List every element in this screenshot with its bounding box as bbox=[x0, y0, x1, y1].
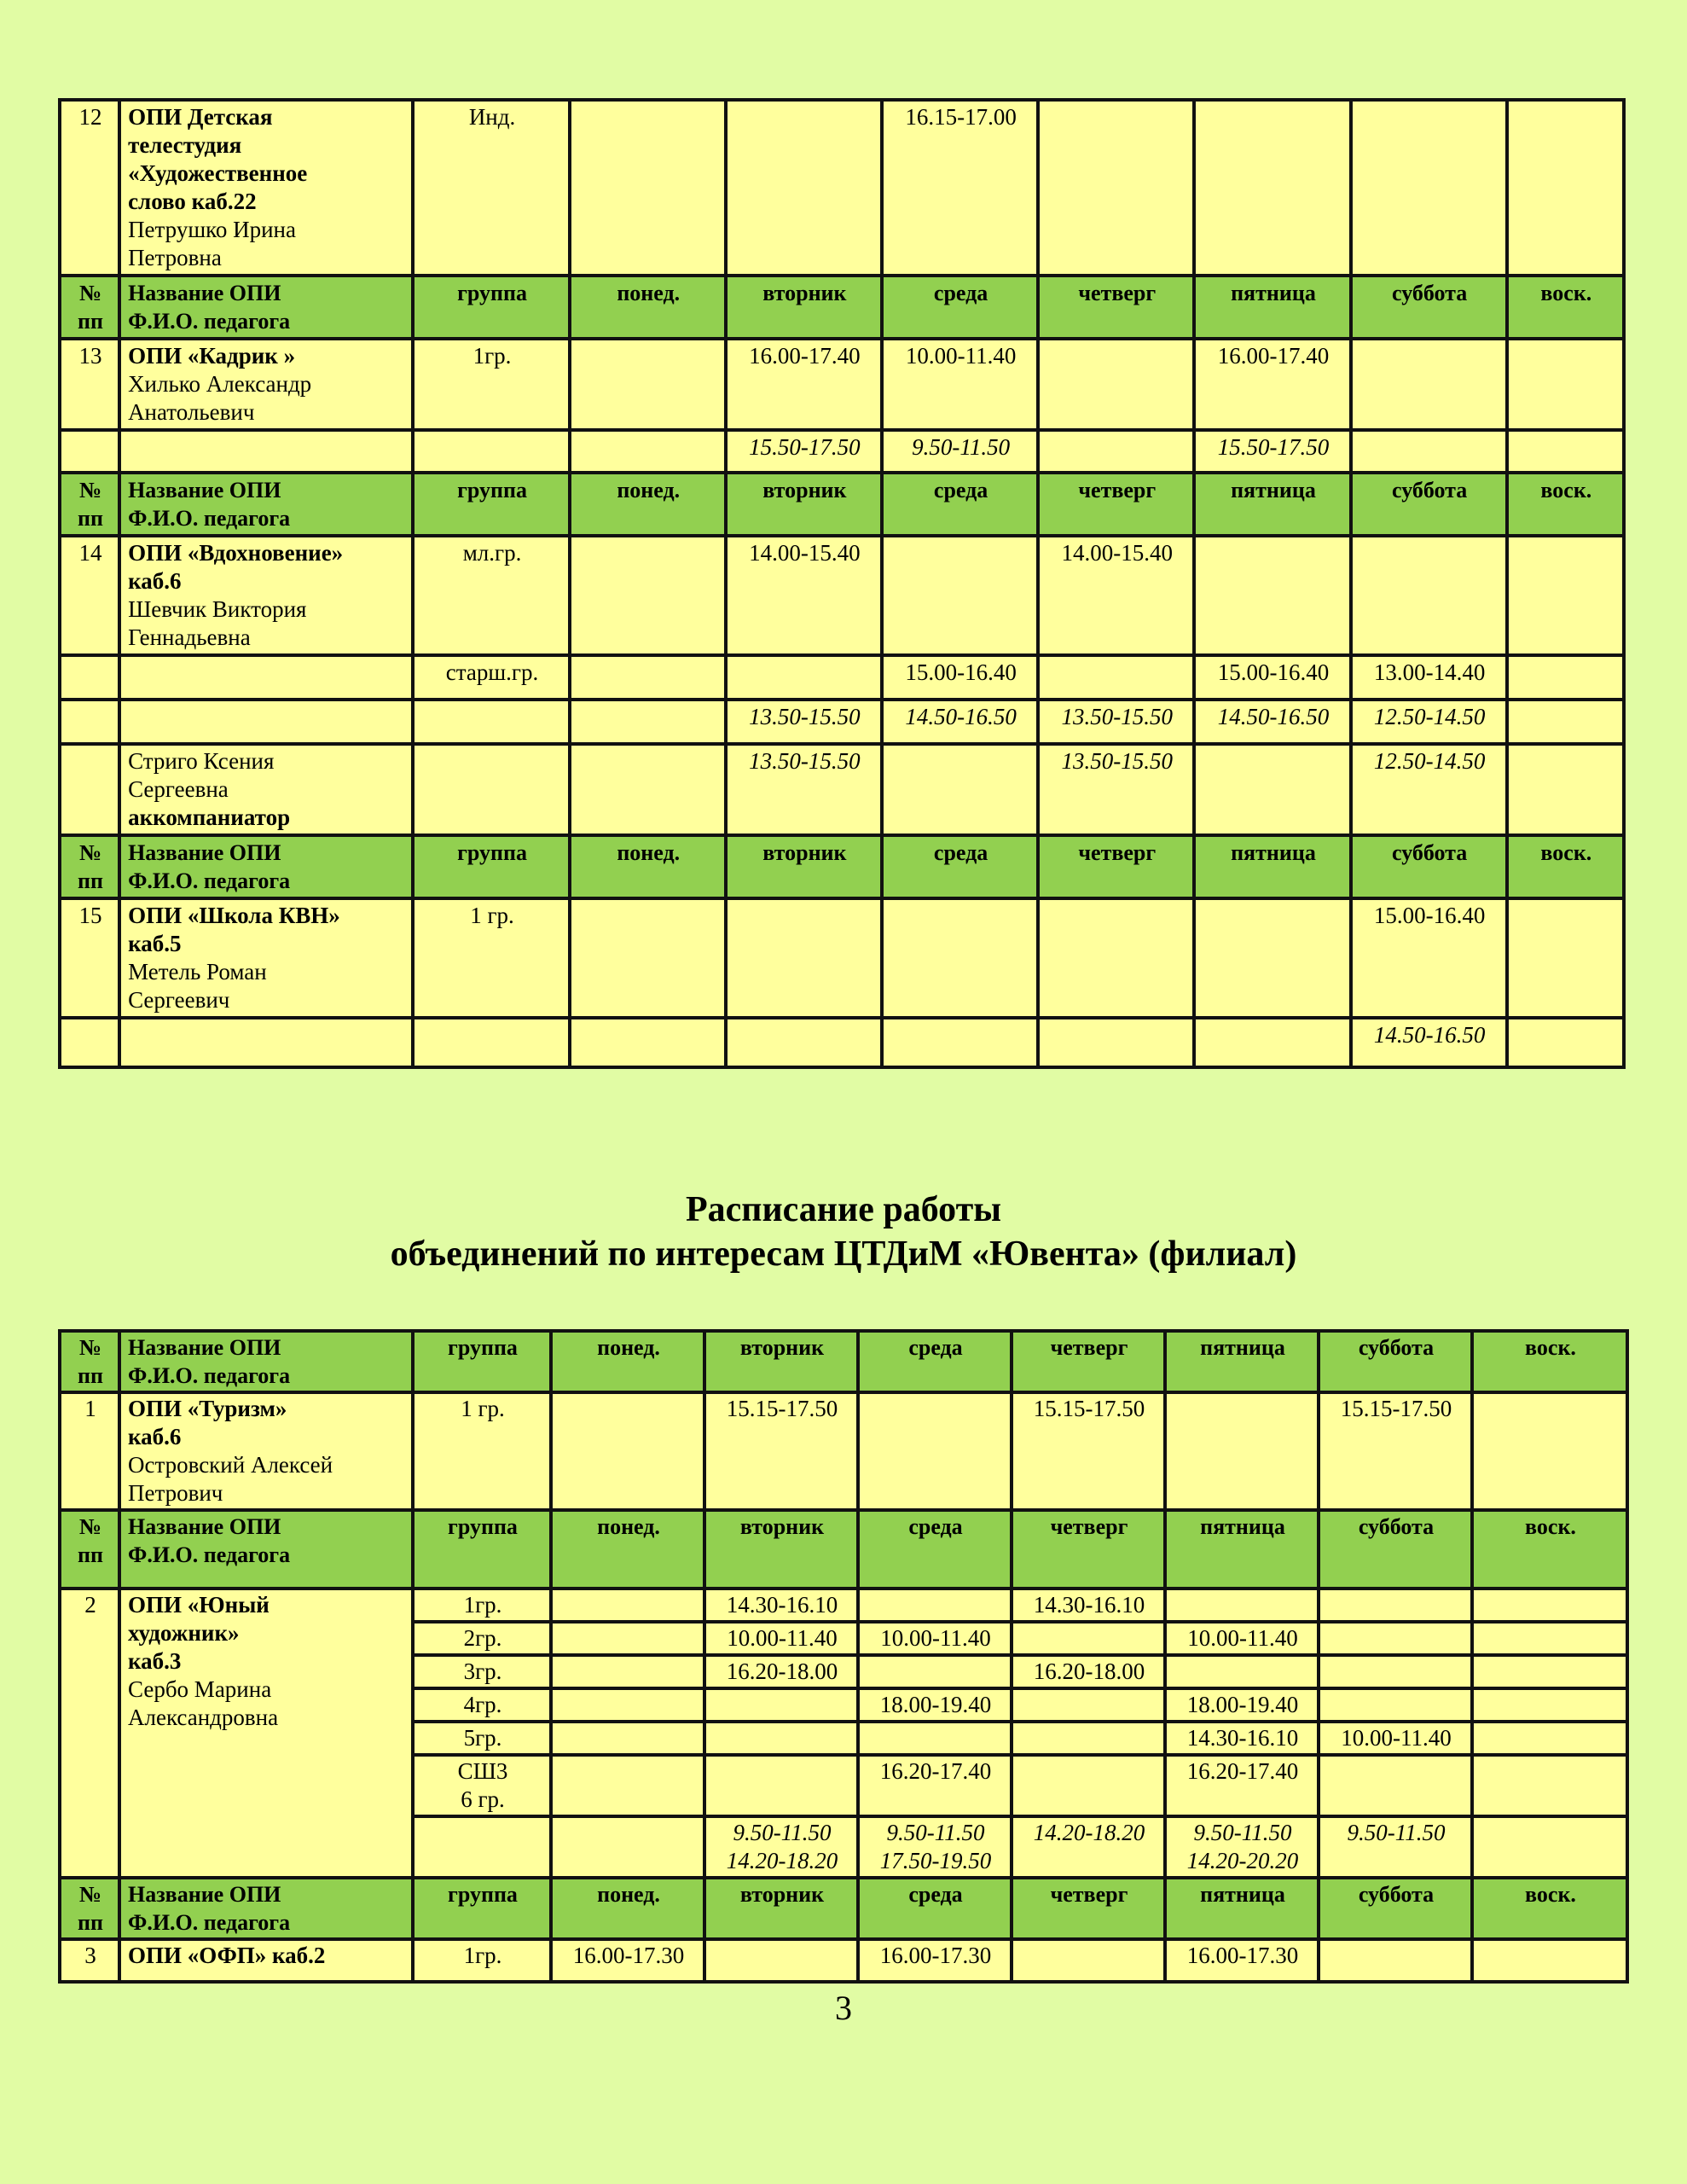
schedule-cell: 14.50-16.50 bbox=[1351, 1018, 1507, 1067]
schedule-cell bbox=[1194, 898, 1350, 1018]
header-group: группа bbox=[413, 1510, 551, 1589]
schedule-cell bbox=[704, 1755, 858, 1816]
schedule-cell: 10.00-11.40 bbox=[704, 1622, 858, 1655]
header-day: среда bbox=[858, 1878, 1012, 1939]
schedule-cell bbox=[858, 1722, 1012, 1755]
schedule-cell: 13.50-15.50 bbox=[1038, 700, 1194, 744]
schedule-cell bbox=[1319, 1622, 1472, 1655]
header-name: Название ОПИ Ф.И.О. педагога bbox=[119, 835, 413, 898]
schedule-cell bbox=[1472, 1939, 1627, 1982]
table-row bbox=[60, 1392, 1627, 1510]
header-day: пятница bbox=[1194, 473, 1350, 536]
schedule-cell bbox=[1351, 430, 1507, 473]
schedule-cell bbox=[1012, 1722, 1165, 1755]
header-row bbox=[60, 1331, 1627, 1392]
schedule-cell bbox=[1012, 1939, 1165, 1982]
schedule-cell bbox=[1194, 1018, 1350, 1067]
schedule-cell: 16.20-18.00 bbox=[1012, 1655, 1165, 1688]
header-row bbox=[60, 1510, 1627, 1589]
header-row bbox=[60, 835, 1624, 898]
header-day: воск. bbox=[1472, 1878, 1627, 1939]
schedule-cell bbox=[882, 898, 1038, 1018]
schedule-cell bbox=[1319, 1589, 1472, 1622]
header-day: воск. bbox=[1507, 835, 1624, 898]
schedule-cell bbox=[1038, 898, 1194, 1018]
row-number: 15 bbox=[60, 898, 119, 1018]
schedule-cell bbox=[1194, 536, 1350, 655]
header-group: группа bbox=[413, 1878, 551, 1939]
schedule-cell: 14.50-16.50 bbox=[882, 700, 1038, 744]
schedule-cell bbox=[570, 898, 726, 1018]
schedule-cell: 15.15-17.50 bbox=[1319, 1392, 1472, 1510]
schedule-cell: 14.30-16.10 bbox=[704, 1589, 858, 1622]
schedule-cell bbox=[1194, 100, 1350, 276]
table-row bbox=[60, 1589, 1627, 1622]
schedule-cell bbox=[1038, 655, 1194, 700]
row-number: 13 bbox=[60, 339, 119, 430]
header-day: понед. bbox=[570, 473, 726, 536]
header-row bbox=[60, 276, 1624, 339]
schedule-cell: 10.00-11.40 bbox=[1319, 1722, 1472, 1755]
schedule-cell bbox=[858, 1655, 1012, 1688]
schedule-cell: 16.15-17.00 bbox=[882, 100, 1038, 276]
schedule-cell: 13.50-15.50 bbox=[726, 744, 882, 835]
row-number bbox=[60, 700, 119, 744]
schedule-cell bbox=[1012, 1622, 1165, 1655]
table-row bbox=[60, 1939, 1627, 1982]
schedule-cell bbox=[570, 655, 726, 700]
schedule-cell bbox=[551, 1622, 704, 1655]
schedule-cell bbox=[726, 100, 882, 276]
schedule-cell: 16.00-17.30 bbox=[858, 1939, 1012, 1982]
schedule-cell bbox=[1472, 1755, 1627, 1816]
schedule-cell: 15.15-17.50 bbox=[1012, 1392, 1165, 1510]
group-cell: мл.гр. bbox=[413, 536, 569, 655]
club-name-cell: ОПИ «Вдохновение» каб.6 Шевчик Виктория Геннадьевна bbox=[119, 536, 413, 655]
club-name-cell: ОПИ «Кадрик » Хилько Александр Анатольевич bbox=[119, 339, 413, 430]
schedule-cell bbox=[570, 100, 726, 276]
schedule-cell bbox=[570, 339, 726, 430]
club-name-cell: ОПИ «Юный художник» каб.3 Сербо Марина Александровна bbox=[119, 1589, 413, 1878]
schedule-cell bbox=[704, 1688, 858, 1722]
header-day: среда bbox=[858, 1331, 1012, 1392]
schedule-cell bbox=[1472, 1622, 1627, 1655]
schedule-cell: 14.00-15.40 bbox=[726, 536, 882, 655]
header-name: Название ОПИ Ф.И.О. педагога bbox=[119, 1510, 413, 1589]
page-number: 3 bbox=[835, 1989, 852, 2027]
header-day: суббота bbox=[1351, 835, 1507, 898]
schedule-cell bbox=[1472, 1722, 1627, 1755]
table-row bbox=[60, 100, 1624, 276]
header-num: № пп bbox=[60, 1331, 119, 1392]
schedule-cell bbox=[551, 1816, 704, 1878]
schedule-cell bbox=[1319, 1688, 1472, 1722]
schedule-cell bbox=[1472, 1589, 1627, 1622]
schedule-cell: 9.50-11.50 14.20-18.20 bbox=[704, 1816, 858, 1878]
schedule-cell bbox=[1507, 536, 1624, 655]
header-day: пятница bbox=[1194, 835, 1350, 898]
table-row bbox=[60, 1018, 1624, 1067]
table-row bbox=[60, 700, 1624, 744]
schedule-cell: 13.00-14.40 bbox=[1351, 655, 1507, 700]
header-day: пятница bbox=[1165, 1331, 1319, 1392]
schedule-cell: 14.20-18.20 bbox=[1012, 1816, 1165, 1878]
group-cell: 1 гр. bbox=[413, 1392, 551, 1510]
schedule-cell bbox=[570, 744, 726, 835]
schedule-cell bbox=[882, 536, 1038, 655]
schedule-cell bbox=[570, 700, 726, 744]
schedule-cell bbox=[570, 430, 726, 473]
group-cell bbox=[413, 1816, 551, 1878]
header-day: среда bbox=[882, 835, 1038, 898]
schedule-cell bbox=[1472, 1655, 1627, 1688]
schedule-cell: 9.50-11.50 14.20-20.20 bbox=[1165, 1816, 1319, 1878]
schedule-cell bbox=[704, 1722, 858, 1755]
schedule-cell: 18.00-19.40 bbox=[858, 1688, 1012, 1722]
header-day: пятница bbox=[1194, 276, 1350, 339]
group-cell bbox=[413, 700, 569, 744]
group-cell: 2гр. bbox=[413, 1622, 551, 1655]
schedule-cell: 16.20-17.40 bbox=[1165, 1755, 1319, 1816]
header-name: Название ОПИ Ф.И.О. педагога bbox=[119, 276, 413, 339]
schedule-cell bbox=[726, 655, 882, 700]
header-day: понед. bbox=[570, 835, 726, 898]
header-num: № пп bbox=[60, 473, 119, 536]
schedule-cell: 10.00-11.40 bbox=[858, 1622, 1012, 1655]
schedule-cell bbox=[858, 1392, 1012, 1510]
header-name: Название ОПИ Ф.И.О. педагога bbox=[119, 1878, 413, 1939]
header-day: суббота bbox=[1319, 1331, 1472, 1392]
header-day: вторник bbox=[704, 1510, 858, 1589]
schedule-cell bbox=[1507, 339, 1624, 430]
row-number: 14 bbox=[60, 536, 119, 655]
schedule-cell bbox=[1194, 744, 1350, 835]
schedule-cell bbox=[1012, 1755, 1165, 1816]
heading-line-2: объединений по интересам ЦТДиМ «Ювента» (филиал) bbox=[390, 1234, 1297, 1274]
group-cell bbox=[413, 744, 569, 835]
table-row bbox=[60, 744, 1624, 835]
schedule-cell: 13.50-15.50 bbox=[726, 700, 882, 744]
header-day: воск. bbox=[1507, 473, 1624, 536]
schedule-cell bbox=[1507, 898, 1624, 1018]
schedule-cell bbox=[1507, 700, 1624, 744]
header-day: четверг bbox=[1038, 835, 1194, 898]
schedule-cell: 16.20-17.40 bbox=[858, 1755, 1012, 1816]
schedule-cell: 10.00-11.40 bbox=[882, 339, 1038, 430]
schedule-cell bbox=[551, 1722, 704, 1755]
row-number: 2 bbox=[60, 1589, 119, 1878]
header-name: Название ОПИ Ф.И.О. педагога bbox=[119, 1331, 413, 1392]
schedule-cell bbox=[882, 1018, 1038, 1067]
group-cell bbox=[413, 1018, 569, 1067]
schedule-cell bbox=[1038, 1018, 1194, 1067]
schedule-cell: 15.15-17.50 bbox=[704, 1392, 858, 1510]
group-cell: старш.гр. bbox=[413, 655, 569, 700]
group-cell bbox=[413, 430, 569, 473]
header-day: пятница bbox=[1165, 1878, 1319, 1939]
schedule-cell bbox=[1319, 1755, 1472, 1816]
schedule-cell: 16.00-17.40 bbox=[1194, 339, 1350, 430]
schedule-cell: 12.50-14.50 bbox=[1351, 744, 1507, 835]
header-day: воск. bbox=[1472, 1331, 1627, 1392]
header-day: суббота bbox=[1351, 473, 1507, 536]
schedule-cell: 9.50-11.50 17.50-19.50 bbox=[858, 1816, 1012, 1878]
table-row bbox=[60, 536, 1624, 655]
schedule-cell bbox=[726, 1018, 882, 1067]
group-cell: 1гр. bbox=[413, 1589, 551, 1622]
schedule-cell: 15.00-16.40 bbox=[1194, 655, 1350, 700]
group-cell: 1 гр. bbox=[413, 898, 569, 1018]
schedule-cell bbox=[1507, 430, 1624, 473]
header-day: вторник bbox=[704, 1878, 858, 1939]
schedule-cell bbox=[1472, 1688, 1627, 1722]
schedule-cell: 12.50-14.50 bbox=[1351, 700, 1507, 744]
schedule-cell bbox=[551, 1589, 704, 1622]
table-row bbox=[60, 430, 1624, 473]
row-number bbox=[60, 1018, 119, 1067]
schedule-cell: 9.50-11.50 bbox=[882, 430, 1038, 473]
row-number bbox=[60, 655, 119, 700]
header-row bbox=[60, 473, 1624, 536]
schedule-cell: 15.50-17.50 bbox=[1194, 430, 1350, 473]
header-name: Название ОПИ Ф.И.О. педагога bbox=[119, 473, 413, 536]
row-number: 12 bbox=[60, 100, 119, 276]
row-number: 1 bbox=[60, 1392, 119, 1510]
schedule-cell bbox=[570, 1018, 726, 1067]
header-day: четверг bbox=[1038, 276, 1194, 339]
header-num: № пп bbox=[60, 276, 119, 339]
schedule-cell bbox=[1507, 100, 1624, 276]
schedule-cell bbox=[1351, 100, 1507, 276]
schedule-cell: 15.00-16.40 bbox=[1351, 898, 1507, 1018]
header-day: понед. bbox=[551, 1331, 704, 1392]
header-day: вторник bbox=[726, 276, 882, 339]
header-day: суббота bbox=[1351, 276, 1507, 339]
group-cell: 1гр. bbox=[413, 1939, 551, 1982]
club-name-cell: ОПИ Детская телестудия «Художественное слово каб.22 Петрушко Ирина Петровна bbox=[119, 100, 413, 276]
schedule-cell bbox=[1012, 1688, 1165, 1722]
schedule-cell bbox=[551, 1755, 704, 1816]
club-name-cell bbox=[119, 655, 413, 700]
header-day: вторник bbox=[704, 1331, 858, 1392]
header-group: группа bbox=[413, 835, 569, 898]
schedule-cell bbox=[704, 1939, 858, 1982]
accompanist-cell: Стриго Ксения Сергеевна аккомпаниатор bbox=[119, 744, 413, 835]
schedule-cell: 15.50-17.50 bbox=[726, 430, 882, 473]
schedule-cell bbox=[1319, 1939, 1472, 1982]
schedule-cell bbox=[1351, 536, 1507, 655]
club-name-cell bbox=[119, 1018, 413, 1067]
header-group: группа bbox=[413, 276, 569, 339]
schedule-cell bbox=[1038, 339, 1194, 430]
row-number bbox=[60, 430, 119, 473]
schedule-cell: 18.00-19.40 bbox=[1165, 1688, 1319, 1722]
schedule-cell: 16.00-17.30 bbox=[1165, 1939, 1319, 1982]
header-day: четверг bbox=[1012, 1331, 1165, 1392]
schedule-cell bbox=[1165, 1392, 1319, 1510]
header-day: среда bbox=[858, 1510, 1012, 1589]
group-cell: 4гр. bbox=[413, 1688, 551, 1722]
header-day: среда bbox=[882, 473, 1038, 536]
schedule-table-main bbox=[58, 98, 1626, 1069]
heading-line-1: Расписание работы bbox=[685, 1190, 1002, 1229]
header-day: понед. bbox=[551, 1878, 704, 1939]
schedule-cell: 16.00-17.30 bbox=[551, 1939, 704, 1982]
schedule-cell: 14.30-16.10 bbox=[1012, 1589, 1165, 1622]
schedule-cell bbox=[1038, 100, 1194, 276]
header-num: № пп bbox=[60, 1510, 119, 1589]
header-num: № пп bbox=[60, 1878, 119, 1939]
row-number: 3 bbox=[60, 1939, 119, 1982]
club-name-cell bbox=[119, 700, 413, 744]
schedule-cell: 14.50-16.50 bbox=[1194, 700, 1350, 744]
group-cell: 1гр. bbox=[413, 339, 569, 430]
group-cell: Инд. bbox=[413, 100, 569, 276]
row-number bbox=[60, 744, 119, 835]
schedule-cell bbox=[1319, 1655, 1472, 1688]
header-day: понед. bbox=[551, 1510, 704, 1589]
schedule-cell bbox=[551, 1688, 704, 1722]
header-day: среда bbox=[882, 276, 1038, 339]
schedule-cell bbox=[1165, 1655, 1319, 1688]
club-name-cell: ОПИ «ОФП» каб.2 bbox=[119, 1939, 413, 1982]
header-day: понед. bbox=[570, 276, 726, 339]
schedule-cell bbox=[1507, 744, 1624, 835]
section-heading bbox=[0, 1188, 1687, 1276]
schedule-cell: 9.50-11.50 bbox=[1319, 1816, 1472, 1878]
schedule-cell: 13.50-15.50 bbox=[1038, 744, 1194, 835]
header-day: пятница bbox=[1165, 1510, 1319, 1589]
header-day: суббота bbox=[1319, 1510, 1472, 1589]
header-day: вторник bbox=[726, 473, 882, 536]
schedule-cell bbox=[1472, 1816, 1627, 1878]
schedule-cell bbox=[1038, 430, 1194, 473]
header-day: четверг bbox=[1012, 1510, 1165, 1589]
club-name-cell: ОПИ «Туризм» каб.6 Островский Алексей Петрович bbox=[119, 1392, 413, 1510]
header-group: группа bbox=[413, 1331, 551, 1392]
schedule-cell bbox=[1507, 655, 1624, 700]
schedule-cell bbox=[1507, 1018, 1624, 1067]
header-day: воск. bbox=[1472, 1510, 1627, 1589]
header-day: четверг bbox=[1012, 1878, 1165, 1939]
table-row bbox=[60, 655, 1624, 700]
schedule-cell: 14.30-16.10 bbox=[1165, 1722, 1319, 1755]
schedule-cell bbox=[858, 1589, 1012, 1622]
header-row bbox=[60, 1878, 1627, 1939]
schedule-cell: 14.00-15.40 bbox=[1038, 536, 1194, 655]
group-cell: 3гр. bbox=[413, 1655, 551, 1688]
club-name-cell bbox=[119, 430, 413, 473]
header-day: вторник bbox=[726, 835, 882, 898]
header-group: группа bbox=[413, 473, 569, 536]
group-cell: 5гр. bbox=[413, 1722, 551, 1755]
header-num: № пп bbox=[60, 835, 119, 898]
schedule-cell bbox=[726, 898, 882, 1018]
schedule-cell bbox=[882, 744, 1038, 835]
schedule-cell: 15.00-16.40 bbox=[882, 655, 1038, 700]
header-day: четверг bbox=[1038, 473, 1194, 536]
header-day: суббота bbox=[1319, 1878, 1472, 1939]
schedule-cell bbox=[570, 536, 726, 655]
header-day: воск. bbox=[1507, 276, 1624, 339]
schedule-cell bbox=[1165, 1589, 1319, 1622]
schedule-cell: 10.00-11.40 bbox=[1165, 1622, 1319, 1655]
schedule-cell bbox=[1472, 1392, 1627, 1510]
table-row bbox=[60, 898, 1624, 1018]
schedule-cell: 16.00-17.40 bbox=[726, 339, 882, 430]
schedule-cell bbox=[551, 1655, 704, 1688]
schedule-cell bbox=[551, 1392, 704, 1510]
schedule-cell: 16.20-18.00 bbox=[704, 1655, 858, 1688]
schedule-cell bbox=[1351, 339, 1507, 430]
table-row bbox=[60, 339, 1624, 430]
schedule-table-branch bbox=[58, 1329, 1629, 1984]
group-cell: СШ3 6 гр. bbox=[413, 1755, 551, 1816]
club-name-cell: ОПИ «Школа КВН» каб.5 Метель Роман Сергеевич bbox=[119, 898, 413, 1018]
